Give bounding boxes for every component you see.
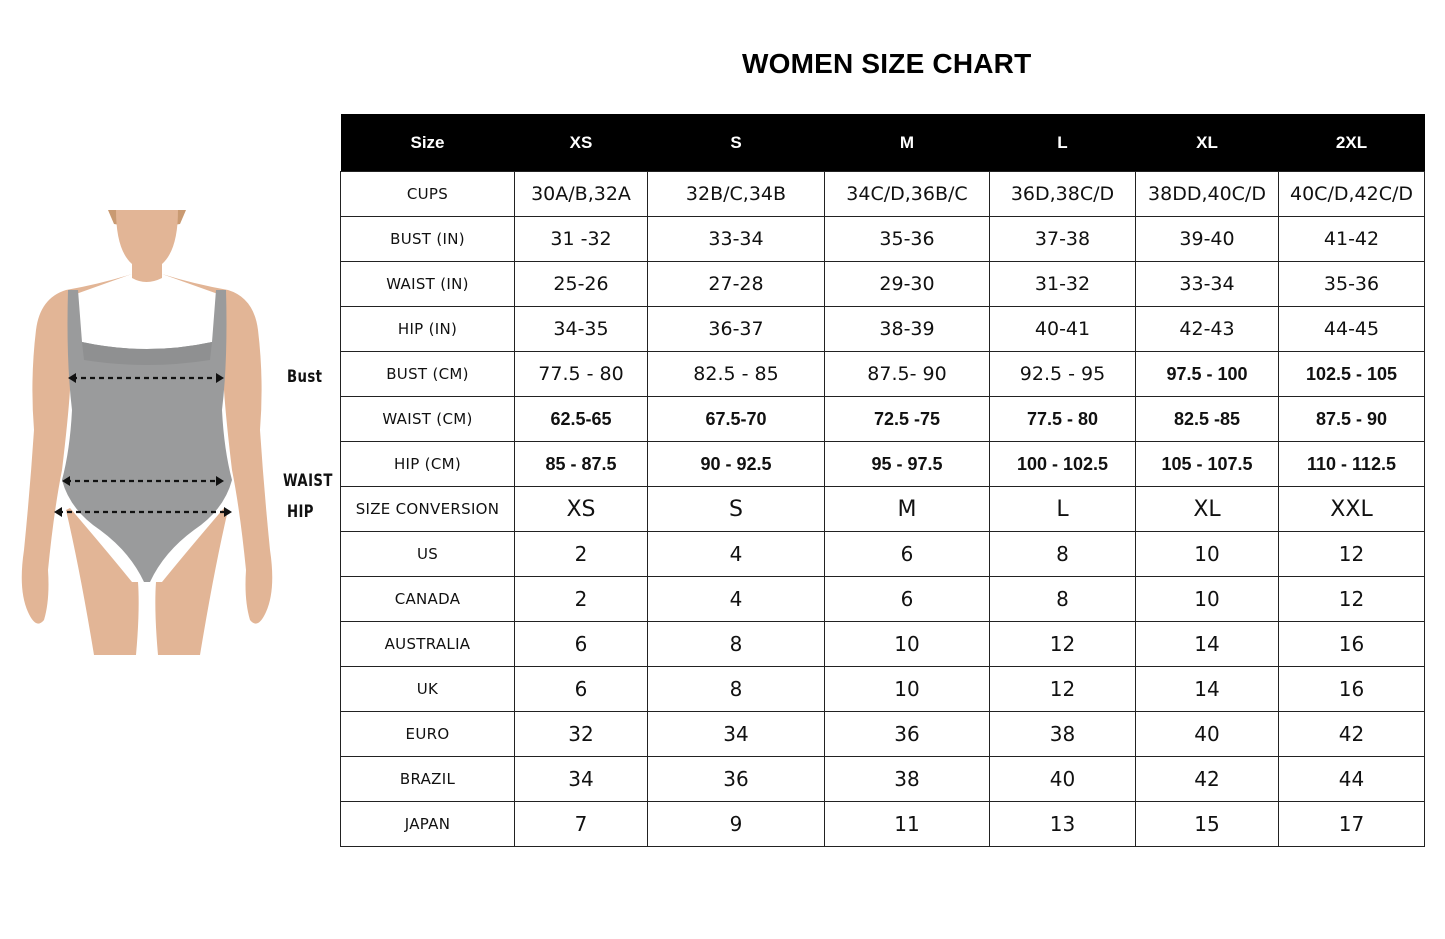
row-label: SIZE CONVERSION <box>341 487 515 532</box>
table-cell: XS <box>515 487 648 532</box>
hip-label: HIP <box>287 502 314 522</box>
table-row <box>341 622 1425 667</box>
row-label: HIP (IN) <box>341 307 515 352</box>
table-cell: 6 <box>825 577 990 622</box>
table-row <box>341 307 1425 352</box>
row-label: BRAZIL <box>341 757 515 802</box>
table-cell: 33-34 <box>1136 262 1279 307</box>
table-header-row <box>341 114 1425 172</box>
table-cell: 4 <box>648 532 825 577</box>
model-figure <box>10 210 280 655</box>
table-cell: 12 <box>990 667 1136 712</box>
table-cell: 38 <box>825 757 990 802</box>
table-cell: 35-36 <box>825 217 990 262</box>
table-cell: 34C/D,36B/C <box>825 172 990 217</box>
table-cell: 77.5 - 80 <box>515 352 648 397</box>
table-cell: 82.5 -85 <box>1136 397 1279 442</box>
table-cell: 29-30 <box>825 262 990 307</box>
table-cell: 14 <box>1136 667 1279 712</box>
row-label: WAIST (IN) <box>341 262 515 307</box>
table-cell: 42-43 <box>1136 307 1279 352</box>
table-cell: 11 <box>825 802 990 847</box>
table-cell: 85 - 87.5 <box>515 442 648 487</box>
table-cell: 40 <box>990 757 1136 802</box>
table-cell: 95 - 97.5 <box>825 442 990 487</box>
table-cell: 10 <box>825 622 990 667</box>
table-cell: 102.5 - 105 <box>1279 352 1425 397</box>
table-cell: 30A/B,32A <box>515 172 648 217</box>
table-cell: 6 <box>825 532 990 577</box>
table-row <box>341 262 1425 307</box>
table-cell: 10 <box>1136 532 1279 577</box>
size-chart-table <box>340 114 1425 847</box>
row-label: HIP (CM) <box>341 442 515 487</box>
header-cell: Size <box>341 114 515 172</box>
table-cell: 67.5-70 <box>648 397 825 442</box>
header-cell: XS <box>515 114 648 172</box>
table-cell: 34 <box>515 757 648 802</box>
table-row <box>341 487 1425 532</box>
table-cell: S <box>648 487 825 532</box>
table-cell: 97.5 - 100 <box>1136 352 1279 397</box>
table-cell: 8 <box>648 622 825 667</box>
table-cell: 39-40 <box>1136 217 1279 262</box>
table-row <box>341 667 1425 712</box>
table-cell: 100 - 102.5 <box>990 442 1136 487</box>
table-row <box>341 532 1425 577</box>
table-cell: 13 <box>990 802 1136 847</box>
table-cell: 38-39 <box>825 307 990 352</box>
table-cell: 27-28 <box>648 262 825 307</box>
table-cell: 6 <box>515 667 648 712</box>
table-cell: 44 <box>1279 757 1425 802</box>
table-cell: 40C/D,42C/D <box>1279 172 1425 217</box>
table-cell: 62.5-65 <box>515 397 648 442</box>
table-cell: 12 <box>1279 577 1425 622</box>
row-label: BUST (CM) <box>341 352 515 397</box>
row-label: CUPS <box>341 172 515 217</box>
model-illustration <box>10 210 280 655</box>
page-title: WOMEN SIZE CHART <box>742 48 1032 79</box>
table-cell: 40 <box>1136 712 1279 757</box>
table-cell: 31 -32 <box>515 217 648 262</box>
row-label: US <box>341 532 515 577</box>
row-label: WAIST (CM) <box>341 397 515 442</box>
table-cell: M <box>825 487 990 532</box>
bust-label: Bust <box>287 367 323 387</box>
table-cell: XXL <box>1279 487 1425 532</box>
table-row <box>341 712 1425 757</box>
row-label: AUSTRALIA <box>341 622 515 667</box>
table-cell: 32 <box>515 712 648 757</box>
table-cell: 37-38 <box>990 217 1136 262</box>
table-cell: 92.5 - 95 <box>990 352 1136 397</box>
table-cell: 38 <box>990 712 1136 757</box>
table-cell: 7 <box>515 802 648 847</box>
table-cell: 2 <box>515 532 648 577</box>
table-cell: 16 <box>1279 667 1425 712</box>
table-cell: 14 <box>1136 622 1279 667</box>
table-row <box>341 352 1425 397</box>
table-cell: 10 <box>825 667 990 712</box>
table-cell: 41-42 <box>1279 217 1425 262</box>
table-cell: XL <box>1136 487 1279 532</box>
row-label: CANADA <box>341 577 515 622</box>
table-row <box>341 802 1425 847</box>
table-cell: 36-37 <box>648 307 825 352</box>
row-label: BUST (IN) <box>341 217 515 262</box>
table-cell: 34 <box>648 712 825 757</box>
table-cell: 4 <box>648 577 825 622</box>
table-cell: 8 <box>990 532 1136 577</box>
table-cell: 35-36 <box>1279 262 1425 307</box>
waist-label: WAIST <box>283 471 333 491</box>
table-row <box>341 172 1425 217</box>
table-cell: 10 <box>1136 577 1279 622</box>
row-label: UK <box>341 667 515 712</box>
header-cell: M <box>825 114 990 172</box>
table-cell: 32B/C,34B <box>648 172 825 217</box>
table-cell: L <box>990 487 1136 532</box>
table-cell: 87.5 - 90 <box>1279 397 1425 442</box>
table-cell: 33-34 <box>648 217 825 262</box>
table-cell: 42 <box>1136 757 1279 802</box>
header-cell: XL <box>1136 114 1279 172</box>
header-cell: S <box>648 114 825 172</box>
table-cell: 15 <box>1136 802 1279 847</box>
header-cell: 2XL <box>1279 114 1425 172</box>
header-cell: L <box>990 114 1136 172</box>
table-cell: 90 - 92.5 <box>648 442 825 487</box>
table-cell: 38DD,40C/D <box>1136 172 1279 217</box>
table-cell: 8 <box>990 577 1136 622</box>
row-label: EURO <box>341 712 515 757</box>
table-cell: 105 - 107.5 <box>1136 442 1279 487</box>
table-cell: 36D,38C/D <box>990 172 1136 217</box>
table-cell: 16 <box>1279 622 1425 667</box>
table-cell: 25-26 <box>515 262 648 307</box>
table-cell: 36 <box>648 757 825 802</box>
table-cell: 72.5 -75 <box>825 397 990 442</box>
table-cell: 82.5 - 85 <box>648 352 825 397</box>
table-cell: 36 <box>825 712 990 757</box>
table-row <box>341 397 1425 442</box>
table-cell: 9 <box>648 802 825 847</box>
table-cell: 6 <box>515 622 648 667</box>
table-row <box>341 577 1425 622</box>
row-label: JAPAN <box>341 802 515 847</box>
table-cell: 77.5 - 80 <box>990 397 1136 442</box>
table-cell: 40-41 <box>990 307 1136 352</box>
table-cell: 42 <box>1279 712 1425 757</box>
table-cell: 87.5- 90 <box>825 352 990 397</box>
table-row <box>341 217 1425 262</box>
table-cell: 12 <box>990 622 1136 667</box>
table-cell: 34-35 <box>515 307 648 352</box>
table-cell: 31-32 <box>990 262 1136 307</box>
table-cell: 2 <box>515 577 648 622</box>
table-row <box>341 757 1425 802</box>
table-cell: 12 <box>1279 532 1425 577</box>
table-cell: 8 <box>648 667 825 712</box>
table-cell: 110 - 112.5 <box>1279 442 1425 487</box>
table-row <box>341 442 1425 487</box>
table-cell: 44-45 <box>1279 307 1425 352</box>
table-cell: 17 <box>1279 802 1425 847</box>
